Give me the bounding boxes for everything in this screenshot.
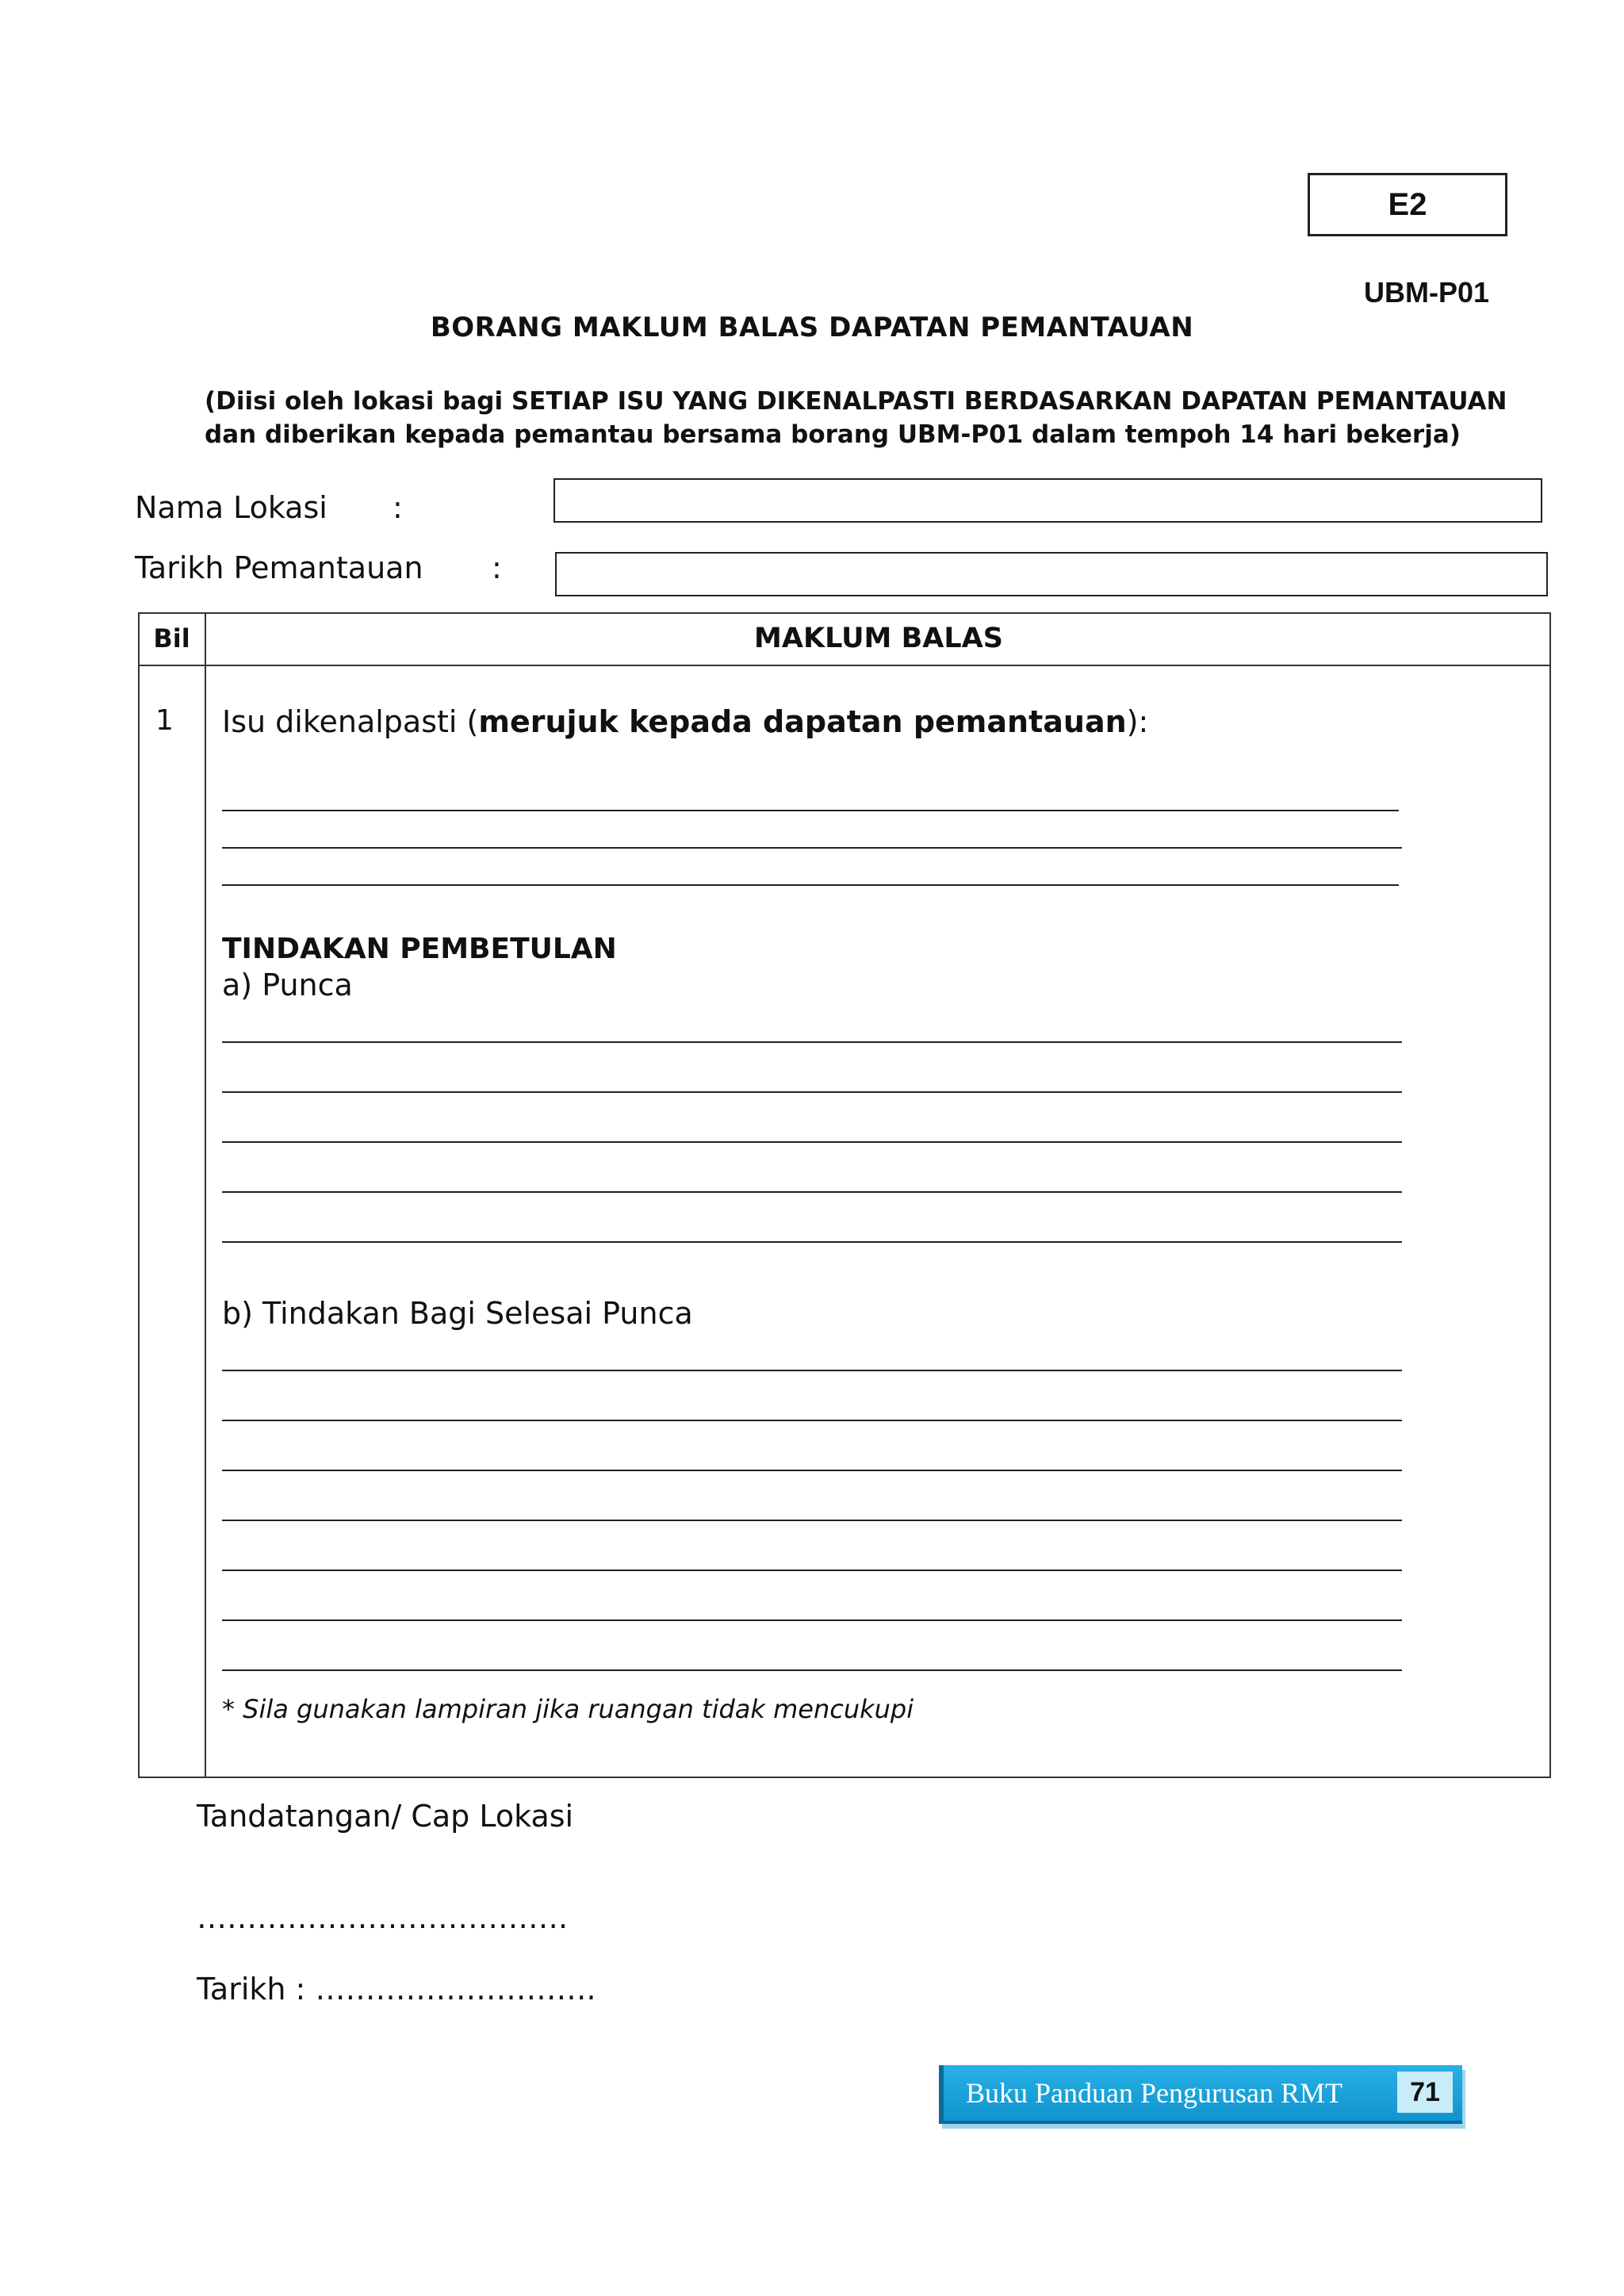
- row-number: 1: [155, 704, 174, 737]
- action-write-line[interactable]: [222, 1420, 1402, 1421]
- page-number: 71: [1397, 2072, 1453, 2113]
- location-field[interactable]: [553, 478, 1542, 523]
- corrective-action-heading: TINDAKAN PEMBETULAN: [222, 933, 617, 965]
- action-label: b) Tindakan Bagi Selesai Punca: [222, 1296, 693, 1331]
- column-header-bil: Bil: [153, 623, 190, 654]
- issue-write-line[interactable]: [222, 884, 1399, 886]
- action-write-line[interactable]: [222, 1570, 1402, 1571]
- action-write-line[interactable]: [222, 1619, 1402, 1621]
- cause-write-line[interactable]: [222, 1041, 1402, 1043]
- signature-line[interactable]: ……………………………….: [197, 1900, 569, 1935]
- table-header-divider: [138, 665, 1551, 666]
- cause-write-line[interactable]: [222, 1091, 1402, 1093]
- column-header-feedback: MAKLUM BALAS: [754, 623, 1003, 654]
- form-code-box: [1308, 173, 1507, 236]
- table-column-divider: [205, 612, 206, 1778]
- footer-book-title: Buku Panduan Pengurusan RMT: [966, 2077, 1342, 2109]
- cause-write-line[interactable]: [222, 1141, 1402, 1143]
- action-write-line[interactable]: [222, 1370, 1402, 1371]
- issue-write-line[interactable]: [222, 810, 1399, 811]
- form-code-label: E2: [1388, 186, 1427, 222]
- monitoring-date-label: Tarikh Pemantauan: [135, 550, 423, 585]
- action-write-line[interactable]: [222, 1470, 1402, 1471]
- signature-label: Tandatangan/ Cap Lokasi: [197, 1799, 574, 1834]
- signature-date[interactable]: Tarikh : ……………………….: [197, 1972, 596, 2007]
- cause-write-line[interactable]: [222, 1241, 1402, 1243]
- action-write-line[interactable]: [222, 1669, 1402, 1671]
- cause-write-line[interactable]: [222, 1191, 1402, 1193]
- feedback-table: [138, 612, 1551, 1778]
- form-reference-code: UBM-P01: [1364, 276, 1490, 309]
- cause-label: a) Punca: [222, 968, 353, 1002]
- issue-write-line[interactable]: [222, 847, 1402, 849]
- monitoring-date-colon: :: [492, 550, 502, 585]
- monitoring-date-field[interactable]: [555, 552, 1548, 596]
- footer-banner: [939, 2065, 1462, 2124]
- instruction-line-2: dan diberikan kepada pemantau bersama borang UBM-P01 dalam tempoh 14 hari bekerja): [205, 420, 1461, 449]
- page-title: BORANG MAKLUM BALAS DAPATAN PEMANTAUAN: [430, 312, 1194, 343]
- location-colon: :: [393, 490, 403, 525]
- issue-label: Isu dikenalpasti (merujuk kepada dapatan pemantauan):: [222, 704, 1149, 739]
- attachment-note: * Sila gunakan lampiran jika ruangan tidak mencukupi: [222, 1694, 914, 1724]
- instruction-line-1: (Diisi oleh lokasi bagi SETIAP ISU YANG DIKENALPASTI BERDASARKAN DAPATAN PEMANTAUAN: [205, 387, 1507, 416]
- action-write-line[interactable]: [222, 1520, 1402, 1521]
- location-label: Nama Lokasi: [135, 490, 327, 525]
